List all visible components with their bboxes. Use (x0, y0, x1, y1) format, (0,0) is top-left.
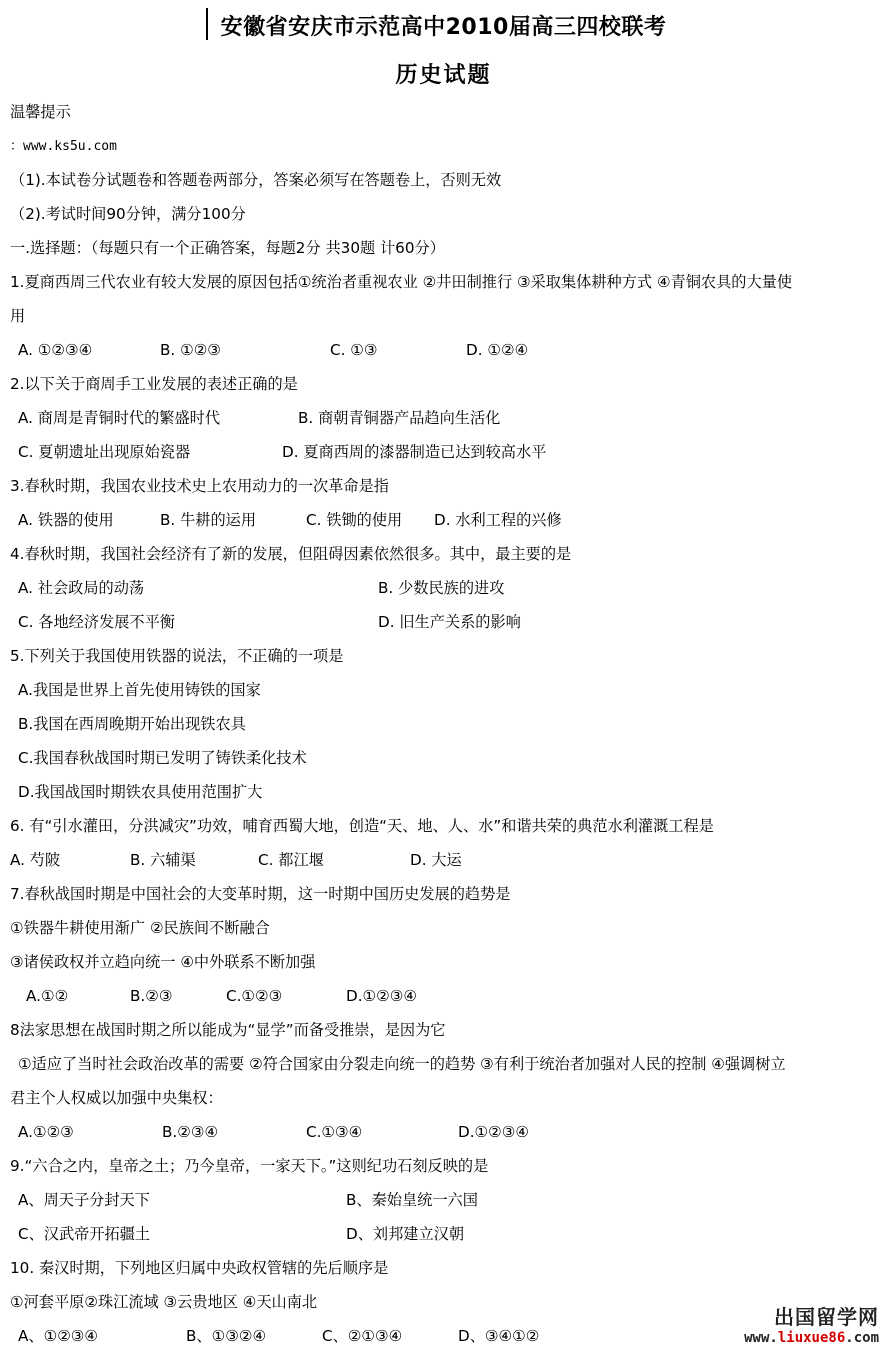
q8-option-a: A.①②③ (18, 1123, 74, 1141)
tips-site: ：www.ks5u.com (10, 139, 117, 154)
q1-option-a: A. ①②③④ (18, 341, 93, 359)
q5-option-b: B.我国在西周晚期开始出现铁农具 (18, 715, 246, 733)
q1-option-c: C. ①③ (330, 341, 378, 359)
question-5-stem: 5.下列关于我国使用铁器的说法，不正确的一项是 (10, 647, 344, 665)
q7-option-c: C.①②③ (226, 987, 283, 1005)
q8-option-d: D.①②③④ (458, 1123, 529, 1141)
q3-option-a: A. 铁器的使用 (18, 511, 114, 529)
watermark-url (744, 1330, 879, 1346)
q6-option-b: B. 六辅渠 (130, 851, 196, 869)
q7-item-line-1: ①铁器牛耕使用渐广 ②民族间不断融合 (10, 919, 270, 937)
question-8-stem: 8法家思想在战国时期之所以能成为“显学”而备受推崇，是因为它 (10, 1021, 446, 1039)
question-4-stem: 4.春秋时期，我国社会经济有了新的发展，但阻碍因素依然很多。其中，最主要的是 (10, 545, 572, 563)
tips-note-2: （2).考试时间90分钟，满分100分 (10, 205, 246, 223)
q1-option-d: D. ①②④ (466, 341, 529, 359)
q5-option-a: A.我国是世界上首先使用铸铁的国家 (18, 681, 261, 699)
q7-option-b: B.②③ (130, 987, 173, 1005)
q9-option-d: D、刘邦建立汉朝 (346, 1225, 465, 1243)
q5-option-c: C.我国春秋战国时期已发明了铸铁柔化技术 (18, 749, 307, 767)
question-9-stem: 9.“六合之内，皇帝之土；乃今皇帝，一家天下。”这则纪功石刻反映的是 (10, 1157, 489, 1175)
q10-option-d: D、③④①② (458, 1327, 540, 1345)
watermark-name: 出国留学网 (774, 1305, 879, 1329)
q5-option-d: D.我国战国时期铁农具使用范围扩大 (18, 783, 263, 801)
question-6-stem: 6. 有“引水灌田，分洪减灾”功效，哺育西蜀大地，创造“天、地、人、水”和谐共荣的典范水利灌溉工程是 (10, 817, 714, 835)
q10-option-b: B、①③②④ (186, 1327, 267, 1345)
q7-option-a: A.①② (26, 987, 69, 1005)
tips-note-1: （1).本试卷分试题卷和答题卷两部分，答案必须写在答题卷上，否则无效 (10, 171, 502, 189)
q2-option-c: C. 夏朝遗址出现原始瓷器 (18, 443, 191, 461)
q3-option-d: D. 水利工程的兴修 (434, 511, 562, 529)
q8-option-c: C.①③④ (306, 1123, 363, 1141)
q3-option-c: C. 铁锄的使用 (306, 511, 403, 529)
tips-heading: 温馨提示 (10, 103, 71, 121)
q4-option-c: C. 各地经济发展不平衡 (18, 613, 175, 631)
q6-option-c: C. 都江堰 (258, 851, 324, 869)
question-1-stem-cont: 用 (10, 307, 26, 325)
q8-items-cont: 君主个人权威以加强中央集权： (10, 1089, 223, 1107)
q6-option-d: D. 大运 (410, 851, 462, 869)
section-heading: 一.选择题：（每题只有一个正确答案，每题2分 共30题 计60分） (10, 239, 445, 257)
watermark-url-prefix: www. (744, 1330, 778, 1346)
q2-option-a: A. 商周是青铜时代的繁盛时代 (18, 409, 221, 427)
question-7-stem: 7.春秋战国时期是中国社会的大变革时期，这一时期中国历史发展的趋势是 (10, 885, 511, 903)
question-10-stem: 10. 秦汉时期，下列地区归属中央政权管辖的先后顺序是 (10, 1259, 389, 1277)
q9-option-a: A、周天子分封天下 (18, 1191, 150, 1209)
watermark-url-suffix: .com (845, 1330, 879, 1346)
q8-items: ①适应了当时社会政治改革的需要 ②符合国家由分裂走向统一的趋势 ③有利于统治者加强对人民的控制 ④强调树立 (18, 1055, 786, 1073)
q8-option-b: B.②③④ (162, 1123, 219, 1141)
exam-subtitle: 历史试题 (395, 63, 492, 88)
q6-option-a: A. 芍陂 (10, 851, 61, 869)
q3-option-b: B. 牛耕的运用 (160, 511, 257, 529)
question-1-stem: 1.夏商西周三代农业有较大发展的原因包括①统治者重视农业 ②井田制推行 ③采取集体耕种方式 ④青铜农具的大量使 (10, 273, 793, 291)
q10-option-a: A、①②③④ (18, 1327, 99, 1345)
q7-item-line-2: ③诸侯政权并立趋向统一 ④中外联系不断加强 (10, 953, 316, 971)
question-3-stem: 3.春秋时期，我国农业技术史上农用动力的一次革命是指 (10, 477, 389, 495)
q4-option-b: B. 少数民族的进攻 (378, 579, 505, 597)
q10-option-c: C、②①③④ (322, 1327, 403, 1345)
q9-option-c: C、汉武帝开拓疆土 (18, 1225, 151, 1243)
q9-option-b: B、秦始皇统一六国 (346, 1191, 478, 1209)
q4-option-a: A. 社会政局的动荡 (18, 579, 145, 597)
q2-option-d: D. 夏商西周的漆器制造已达到较高水平 (282, 443, 547, 461)
q1-option-b: B. ①②③ (160, 341, 221, 359)
question-2-stem: 2.以下关于商周手工业发展的表述正确的是 (10, 375, 298, 393)
exam-title: 安徽省安庆市示范高中2010届高三四校联考 (220, 15, 667, 40)
q4-option-d: D. 旧生产关系的影响 (378, 613, 521, 631)
watermark-url-domain: liuxue86 (777, 1330, 846, 1346)
q10-items: ①河套平原②珠江流域 ③云贵地区 ④天山南北 (10, 1293, 318, 1311)
q2-option-b: B. 商朝青铜器产品趋向生活化 (298, 409, 501, 427)
q7-option-d: D.①②③④ (346, 987, 417, 1005)
site-watermark (744, 1301, 879, 1346)
